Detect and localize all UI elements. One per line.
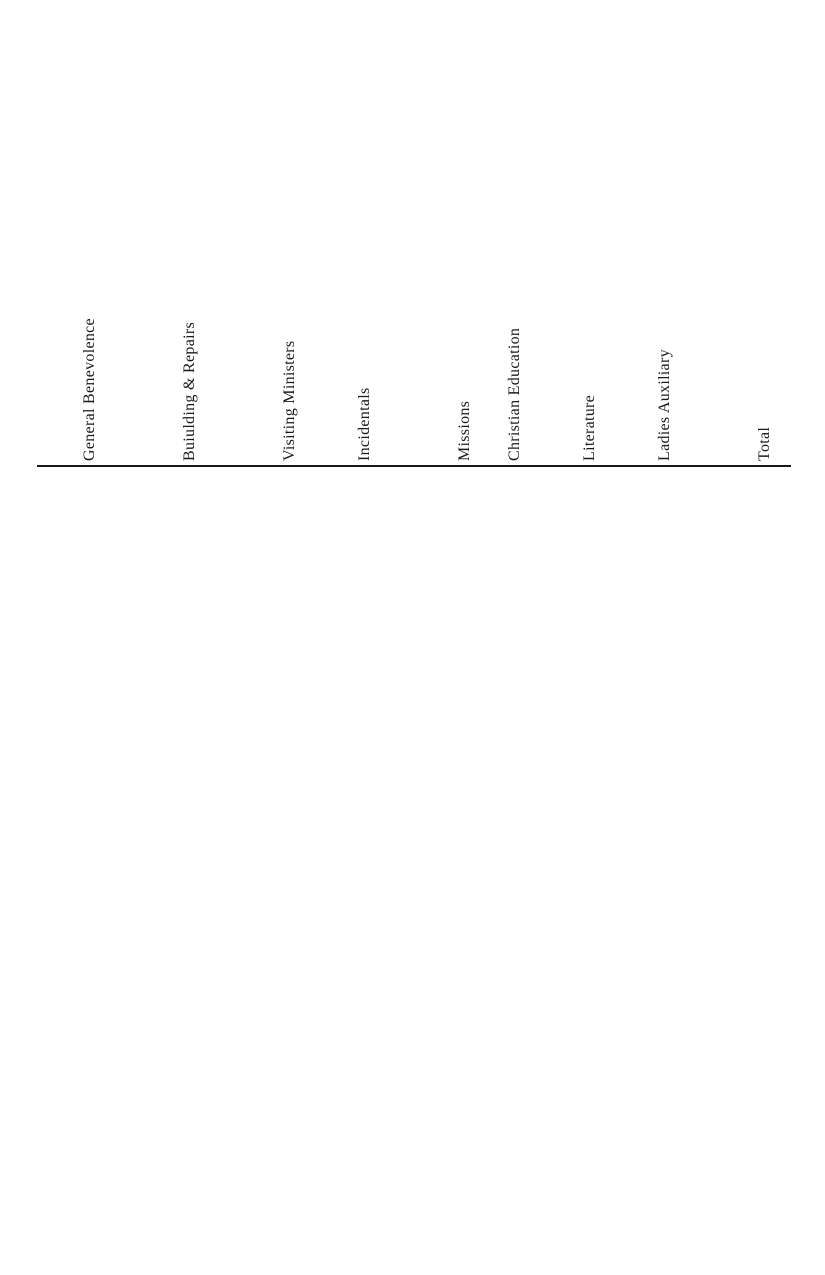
column-header-incidentals [357, 221, 377, 461]
column-header-general-benevolence [82, 221, 102, 461]
column-header-label: Visiting Ministers [281, 340, 298, 461]
column-header-label: General Benevolence [81, 318, 98, 461]
column-header-missions [457, 221, 477, 461]
column-header-label: Buiulding & Repairs [181, 321, 198, 461]
column-header-total [757, 221, 777, 461]
column-header-building-repairs [182, 221, 202, 461]
column-header-label: Total [756, 426, 773, 461]
column-header-ladies-auxiliary [657, 221, 677, 461]
column-header-visiting-ministers [282, 221, 302, 461]
column-header-literature [582, 221, 602, 461]
column-header-label: Christian Education [506, 327, 523, 461]
column-header-label: Incidentals [356, 387, 373, 461]
column-header-label: Literature [581, 394, 598, 461]
column-header-christian-education [507, 221, 527, 461]
column-header-label: Missions [456, 400, 473, 461]
header-rule-line [37, 465, 791, 467]
table-header-row [0, 0, 825, 470]
column-header-label: Ladies Auxiliary [656, 349, 673, 461]
